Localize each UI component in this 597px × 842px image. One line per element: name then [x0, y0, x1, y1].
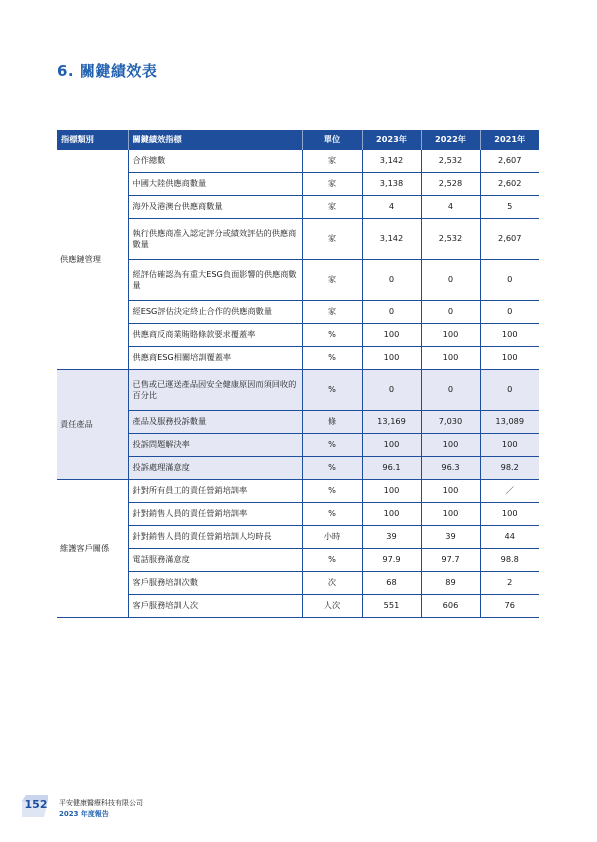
table-row [57, 411, 539, 434]
header-unit: 單位 [302, 130, 362, 150]
table-row [57, 173, 539, 196]
value-2021: 100 [480, 324, 539, 347]
value-2021: 100 [480, 434, 539, 457]
value-2021: 2,607 [480, 150, 539, 173]
indicator-cell: 投訴問題解決率 [128, 434, 302, 457]
unit-cell: % [302, 480, 362, 503]
value-2021: 100 [480, 503, 539, 526]
table-row [57, 150, 539, 173]
category-cell: 責任產品 [57, 370, 128, 480]
value-2023: 0 [362, 370, 421, 411]
indicator-cell: 投訴處理滿意度 [128, 457, 302, 480]
value-2021: 2,602 [480, 173, 539, 196]
value-2023: 100 [362, 347, 421, 370]
unit-cell: 家 [302, 150, 362, 173]
value-2021: 0 [480, 301, 539, 324]
value-2022: 100 [421, 347, 480, 370]
value-2021: 76 [480, 595, 539, 618]
unit-cell: % [302, 503, 362, 526]
value-2022: 2,528 [421, 173, 480, 196]
value-2023: 68 [362, 572, 421, 595]
table-row [57, 260, 539, 301]
indicator-cell: 執行供應商准入認定評分或績效評估的供應商數量 [128, 219, 302, 260]
header-2021: 2021年 [480, 130, 539, 150]
unit-cell: % [302, 434, 362, 457]
table-row [57, 301, 539, 324]
value-2022: 606 [421, 595, 480, 618]
value-2021: 0 [480, 370, 539, 411]
table-row [57, 219, 539, 260]
value-2021: 2,607 [480, 219, 539, 260]
value-2023: 0 [362, 260, 421, 301]
table-row [57, 595, 539, 618]
page-number: 152 [24, 798, 48, 811]
value-2022: 39 [421, 526, 480, 549]
value-2022: 7,030 [421, 411, 480, 434]
unit-cell: 家 [302, 301, 362, 324]
header-2022: 2022年 [421, 130, 480, 150]
kpi-table [57, 130, 539, 618]
unit-cell: 家 [302, 173, 362, 196]
company-name: 平安健康醫療科技有限公司 [59, 799, 143, 807]
table-row [57, 324, 539, 347]
unit-cell: 人次 [302, 595, 362, 618]
unit-cell: 家 [302, 196, 362, 219]
unit-cell: 條 [302, 411, 362, 434]
value-2023: 100 [362, 434, 421, 457]
value-2023: 3,138 [362, 173, 421, 196]
unit-cell: % [302, 549, 362, 572]
value-2022: 89 [421, 572, 480, 595]
indicator-cell: 已售或已運送產品因安全健康原因而須回收的百分比 [128, 370, 302, 411]
value-2021: 44 [480, 526, 539, 549]
indicator-cell: 海外及港澳台供應商數量 [128, 196, 302, 219]
value-2021: ／ [480, 480, 539, 503]
table-row [57, 480, 539, 503]
unit-cell: % [302, 347, 362, 370]
value-2022: 96.3 [421, 457, 480, 480]
value-2022: 4 [421, 196, 480, 219]
value-2022: 2,532 [421, 219, 480, 260]
value-2022: 97.7 [421, 549, 480, 572]
table-row [57, 549, 539, 572]
category-cell: 供應鏈管理 [57, 150, 128, 370]
unit-cell: 小時 [302, 526, 362, 549]
indicator-cell: 針對銷售人員的責任營銷培訓率 [128, 503, 302, 526]
value-2023: 551 [362, 595, 421, 618]
value-2022: 100 [421, 480, 480, 503]
unit-cell: % [302, 324, 362, 347]
value-2021: 5 [480, 196, 539, 219]
value-2022: 100 [421, 434, 480, 457]
table-row [57, 196, 539, 219]
indicator-cell: 供應商反商業賄賂條款要求覆蓋率 [128, 324, 302, 347]
value-2022: 2,532 [421, 150, 480, 173]
value-2021: 98.2 [480, 457, 539, 480]
indicator-cell: 客戶服務培訓次數 [128, 572, 302, 595]
value-2021: 0 [480, 260, 539, 301]
category-cell: 維護客戶關係 [57, 480, 128, 618]
value-2023: 3,142 [362, 150, 421, 173]
indicator-cell: 針對所有員工的責任營銷培訓率 [128, 480, 302, 503]
value-2022: 0 [421, 301, 480, 324]
value-2023: 0 [362, 301, 421, 324]
indicator-cell: 經評估確認為有重大ESG負面影響的供應商數量 [128, 260, 302, 301]
table-header-row [57, 130, 539, 150]
value-2022: 0 [421, 370, 480, 411]
value-2023: 13,169 [362, 411, 421, 434]
table-row [57, 572, 539, 595]
value-2023: 97.9 [362, 549, 421, 572]
value-2022: 0 [421, 260, 480, 301]
value-2023: 100 [362, 324, 421, 347]
report-name: 2023 年度報告 [59, 810, 109, 818]
indicator-cell: 電話服務滿意度 [128, 549, 302, 572]
indicator-cell: 產品及服務投訴數量 [128, 411, 302, 434]
value-2021: 98.8 [480, 549, 539, 572]
table-row [57, 457, 539, 480]
unit-cell: 家 [302, 260, 362, 301]
indicator-cell: 供應商ESG相關培訓覆蓋率 [128, 347, 302, 370]
table-row [57, 370, 539, 411]
value-2021: 2 [480, 572, 539, 595]
value-2021: 13,089 [480, 411, 539, 434]
value-2021: 100 [480, 347, 539, 370]
indicator-cell: 針對銷售人員的責任營銷培訓人均時長 [128, 526, 302, 549]
value-2023: 3,142 [362, 219, 421, 260]
unit-cell: 次 [302, 572, 362, 595]
value-2022: 100 [421, 324, 480, 347]
table-row [57, 347, 539, 370]
value-2023: 4 [362, 196, 421, 219]
header-2023: 2023年 [362, 130, 421, 150]
header-indicator: 關鍵績效指標 [128, 130, 302, 150]
table-row [57, 434, 539, 457]
value-2023: 39 [362, 526, 421, 549]
section-title: 6. 關鍵績效表 [57, 62, 158, 80]
value-2023: 100 [362, 480, 421, 503]
value-2022: 100 [421, 503, 480, 526]
table-row [57, 503, 539, 526]
indicator-cell: 中國大陸供應商數量 [128, 173, 302, 196]
indicator-cell: 客戶服務培訓人次 [128, 595, 302, 618]
unit-cell: % [302, 457, 362, 480]
value-2023: 100 [362, 503, 421, 526]
unit-cell: 家 [302, 219, 362, 260]
value-2023: 96.1 [362, 457, 421, 480]
indicator-cell: 經ESG評估決定終止合作的供應商數量 [128, 301, 302, 324]
header-category: 指標類別 [57, 130, 128, 150]
indicator-cell: 合作總數 [128, 150, 302, 173]
unit-cell: % [302, 370, 362, 411]
table-row [57, 526, 539, 549]
